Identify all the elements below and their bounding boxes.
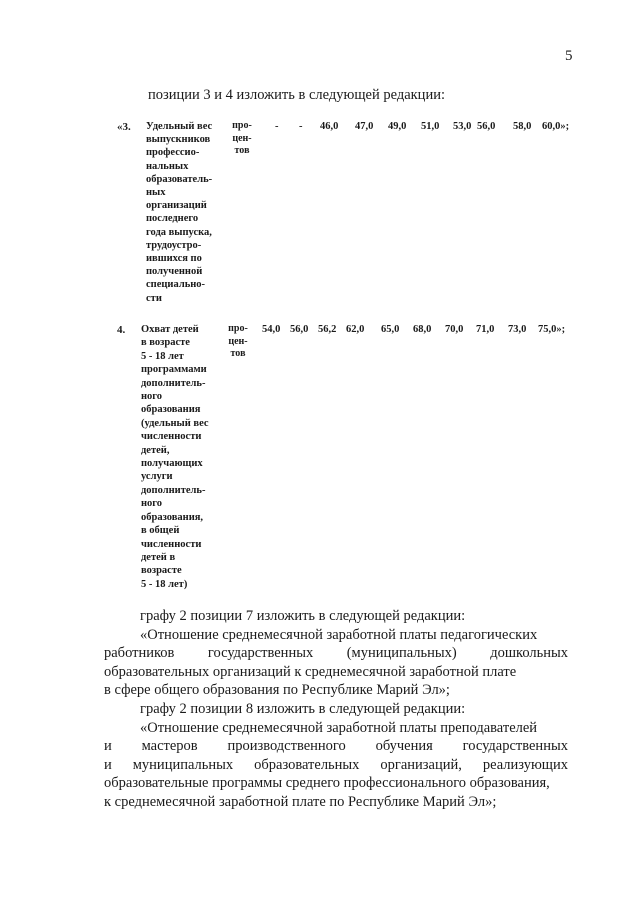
row-4-value: 56,0 [290,324,309,335]
paragraph-position-8 [104,700,568,812]
row-4-value: 54,0 [262,324,281,335]
row-4-name-line: дополнитель- [141,484,206,496]
row-4-name-line: 5 - 18 лет [141,350,184,362]
row-4-name-line: (удельный вес [141,417,209,429]
row-3-name-line: сти [146,292,162,304]
row-4-name-line: численности [141,431,202,443]
row-3-name-line: полученной [146,266,203,278]
row-4-value: 71,0 [476,324,495,335]
row-3-name-line: ившихся по [146,253,202,265]
paragraph-line: образовательные программы среднего профессионального образования, [104,775,550,792]
row-4-name-line: получающих [141,458,203,470]
paragraph-line: образовательных организаций к среднемесячной заработной плате [104,663,517,680]
paragraph-line-justified [104,756,568,775]
row-3-value: 60,0»; [542,121,570,132]
row-3-number: «3. [117,121,131,133]
paragraph-line: «Отношение среднемесячной заработной платы преподавателей [140,719,538,736]
row-4-name-line: дополнитель- [141,377,206,389]
row-3-values [0,121,640,135]
row-3-name-line: организаций [146,200,207,212]
paragraph-line: в сфере общего образования по Республике Марий Эл»; [104,682,450,699]
paragraph-line-justified [104,644,568,663]
word: реализующих [482,756,568,773]
row-4-value: 70,0 [445,324,464,335]
row-4-name-line: ного [141,498,163,510]
row-4-value: 62,0 [346,324,365,335]
row-4-value: 65,0 [381,324,400,335]
word: дошкольных [490,645,568,662]
row-3-unit-line: цен- [232,132,252,144]
row-4-name [141,323,217,591]
row-4-value: 73,0 [508,324,527,335]
paragraph-heading: графу 2 позиции 8 изложить в следующей редакции: [140,701,466,717]
row-4-value: 56,2 [318,324,337,335]
row-3-name-line: последнего [146,213,199,225]
row-3-unit-line: тов [234,145,250,156]
paragraph-line: к среднемесячной заработной плате по Республике Марий Эл»; [104,793,497,810]
row-4-values [0,324,640,338]
word: образовательных [254,756,360,773]
row-4-name-line: Охват детей [141,324,199,335]
row-3-value: 58,0 [513,121,532,132]
row-4-name-line: детей, [141,444,170,456]
page-number: 5 [565,48,573,64]
row-4-name-line: ного [141,391,163,403]
intro-text: позиции 3 и 4 изложить в следующей редакции: [148,87,445,103]
word: государственных [462,738,568,755]
word: муниципальных [132,756,234,773]
row-4-name-line: образования [141,404,201,416]
word: и [104,738,112,755]
row-4-name-line: программами [141,364,207,376]
word: и [104,756,112,773]
word: работников [104,645,175,662]
paragraph-line-justified [104,737,568,756]
row-3-name-line: ных [146,187,166,199]
row-3-value: 46,0 [320,121,339,132]
row-3-value: 56,0 [477,121,496,132]
paragraph-heading: графу 2 позиции 7 изложить в следующей редакции: [140,608,466,624]
row-4-name-line: 5 - 18 лет) [141,578,188,590]
row-4-value: 75,0»; [538,324,566,335]
row-4-number: 4. [117,324,126,336]
row-3-name-line: Удельный вес [146,121,213,132]
row-4-value: 68,0 [413,324,432,335]
row-4-name-line: образования, [141,511,204,523]
row-3-value: - [299,121,303,132]
row-4-unit-line: цен- [228,335,248,347]
word: организаций, [380,756,462,773]
row-3-name-line: нальных [146,160,189,172]
row-3-value: 51,0 [421,121,440,132]
row-3-name-line: выпускников [146,134,211,146]
row-4-unit-line: про- [228,323,248,334]
row-3-value: 53,0 [453,121,472,132]
row-3-name-line: трудоустро- [146,239,202,251]
word: обучения [375,738,433,755]
row-4-name-line: детей в [141,551,176,563]
word: (муниципальных) [346,645,457,662]
row-4-unit-line: тов [230,348,246,359]
row-4-name-line: услуги [141,471,173,483]
row-3-name-line: специально- [146,279,206,291]
row-3-value: - [275,121,279,132]
paragraph-line: «Отношение среднемесячной заработной платы педагогических [140,626,538,643]
word: производственного [227,738,346,755]
row-3-unit-line: про- [232,120,252,131]
row-4-name-line: в возрасте [141,337,190,349]
word: государственных [207,645,314,662]
paragraph-position-7 [104,607,568,700]
word: мастеров [141,738,198,755]
row-3-name-line: года выпуска, [146,226,212,238]
row-3-name [146,120,226,305]
row-4-name-line: возрасте [141,565,182,577]
row-3-value: 49,0 [388,121,407,132]
row-3-name-line: профессио- [146,147,200,159]
row-4-name-line: в общей [141,525,180,537]
row-3-value: 47,0 [355,121,374,132]
row-3-name-line: образователь- [146,173,213,185]
row-4-name-line: численности [141,538,202,550]
